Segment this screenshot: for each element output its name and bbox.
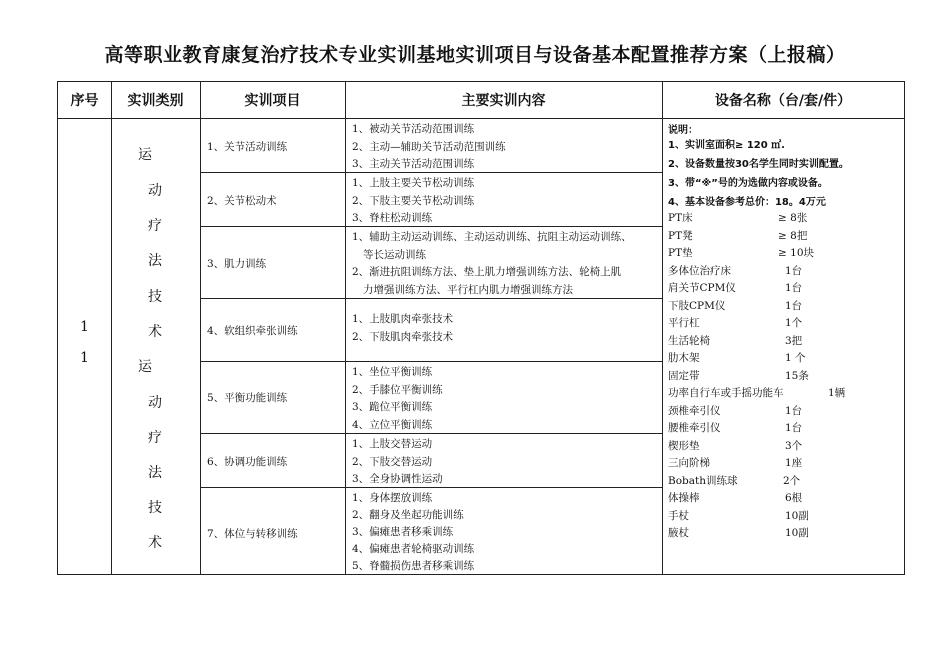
equipment-quantity: 1座 — [785, 457, 803, 469]
table-row — [200, 434, 662, 488]
sequence-digit: 1 — [80, 350, 89, 366]
content-line: 2、下肢交替运动 — [352, 455, 433, 468]
equipment-item — [668, 263, 906, 281]
content-line: 2、手膝位平衡训练 — [352, 383, 443, 396]
content-line: 等长运动训练 — [363, 248, 426, 261]
equipment-name: Bobath训练球 — [668, 474, 738, 487]
training-table — [57, 81, 905, 575]
equipment-item — [668, 280, 906, 298]
content-line: 1、上肢主要关节松动训练 — [352, 177, 475, 189]
equipment-quantity: 2个 — [783, 474, 801, 487]
category-char: 疗 — [148, 218, 162, 234]
content-line: 2、渐进抗阻训练方法、垫上肌力增强训练方法、轮椅上肌 — [352, 266, 622, 278]
table-row — [200, 119, 662, 173]
content-line: 2、下肢肌肉牵张技术 — [352, 330, 454, 343]
content-line: 2、下肢主要关节松动训练 — [352, 194, 475, 207]
equipment-item — [668, 420, 906, 438]
equipment-name: 手杖 — [668, 509, 689, 522]
project-name: 5、平衡功能训练 — [207, 392, 288, 404]
equipment-item — [668, 298, 906, 316]
grid-line — [111, 82, 112, 574]
table-row — [200, 173, 662, 227]
equipment-quantity: 1台 — [785, 422, 803, 434]
project-name: 7、体位与转移训练 — [207, 528, 298, 540]
equipment-item — [668, 210, 906, 228]
equipment-name: 颈椎牵引仪 — [668, 404, 721, 417]
content-line: 1、上肢交替运动 — [352, 438, 433, 450]
equipment-name: 三向阶梯 — [668, 457, 710, 469]
note-line: 4、基本设备参考总价：18。4万元 — [668, 197, 826, 208]
note-line: 说明： — [668, 125, 698, 136]
equipment-name: 腰椎牵引仪 — [668, 422, 721, 434]
header-equipment: 设备名称（台/套/件） — [662, 82, 904, 119]
category-char: 术 — [148, 324, 162, 340]
equipment-name: PT凳 — [668, 229, 693, 242]
equipment-name: 肋木架 — [668, 352, 700, 364]
content-cell — [352, 121, 657, 174]
equipment-name: 功率自行车或手摇功能车 — [668, 387, 784, 399]
header-content: 主要实训内容 — [345, 82, 662, 119]
content-line: 4、偏瘫患者轮椅驱动训练 — [352, 543, 475, 555]
equipment-name: 多体位治疗床 — [668, 264, 731, 277]
equipment-item — [668, 228, 906, 246]
equipment-name: 楔形垫 — [668, 439, 700, 452]
equipment-list — [668, 210, 906, 543]
equipment-item — [668, 508, 906, 526]
category-char: 技 — [148, 289, 162, 305]
equipment-item — [668, 245, 906, 263]
content-line: 1、上肢肌肉牵张技术 — [352, 313, 454, 325]
project-name: 2、关节松动术 — [207, 195, 277, 207]
category-char: 法 — [148, 465, 162, 481]
table-row — [200, 227, 662, 299]
table-row — [200, 488, 662, 574]
content-line: 1、身体摆放训练 — [352, 492, 433, 504]
equipment-item — [668, 490, 906, 508]
equipment-item — [668, 438, 906, 456]
category-char: 动 — [148, 183, 162, 199]
equipment-quantity: 6根 — [785, 492, 803, 504]
equipment-quantity: 3把 — [785, 334, 803, 347]
content-cell — [352, 229, 657, 299]
category-char: 疗 — [148, 430, 162, 446]
project-name: 1、关节活动训练 — [207, 141, 288, 153]
equipment-quantity: 10副 — [785, 527, 809, 539]
equipment-name: 下肢CPM仪 — [668, 299, 726, 312]
content-line: 1、被动关节活动范围训练 — [352, 123, 475, 135]
equipment-quantity: ≥ 8把 — [778, 229, 808, 242]
note-line: 3、带“※”号的为选做内容或设备。 — [668, 178, 828, 189]
equipment-quantity: 1台 — [785, 404, 803, 417]
equipment-quantity: 10副 — [785, 509, 809, 522]
note-line: 2、设备数量按30名学生同时实训配置。 — [668, 159, 849, 170]
category-char: 运 — [138, 359, 152, 375]
equipment-name: PT垫 — [668, 247, 693, 259]
header-project: 实训项目 — [200, 82, 345, 119]
equipment-quantity: 1辆 — [828, 387, 846, 399]
content-line: 3、偏瘫患者移乘训练 — [352, 526, 454, 538]
equipment-quantity: 1 个 — [785, 352, 806, 364]
category-char: 技 — [148, 500, 162, 516]
content-line: 4、立位平衡训练 — [352, 418, 433, 431]
note-line: 1、实训室面积≥ 120 ㎡. — [668, 140, 785, 151]
equipment-quantity: 1个 — [785, 317, 803, 329]
equipment-name: 固定带 — [668, 369, 700, 382]
category-char: 法 — [148, 253, 162, 269]
category-char: 动 — [148, 395, 162, 411]
content-cell — [352, 436, 657, 489]
equipment-item — [668, 333, 906, 351]
equipment-name: PT床 — [668, 212, 693, 224]
table-row — [200, 362, 662, 434]
equipment-item — [668, 385, 906, 403]
equipment-item — [668, 403, 906, 421]
equipment-notes — [668, 123, 906, 210]
equipment-quantity: 3个 — [785, 439, 803, 452]
header-category: 实训类别 — [111, 82, 200, 119]
content-line: 1、坐位平衡训练 — [352, 366, 433, 378]
content-line: 2、主动—辅助关节活动范围训练 — [352, 140, 506, 153]
equipment-name: 平行杠 — [668, 317, 700, 329]
content-cell — [352, 175, 657, 228]
content-cell — [352, 311, 657, 346]
equipment-name: 生活轮椅 — [668, 334, 710, 347]
content-line: 3、全身协调性运动 — [352, 473, 443, 485]
equipment-quantity: 1台 — [785, 282, 803, 294]
content-cell — [352, 490, 657, 575]
equipment-item — [668, 368, 906, 386]
project-name: 4、软组织牵张训练 — [207, 325, 298, 337]
equipment-name: 肩关节CPM仪 — [668, 282, 736, 294]
content-cell — [352, 364, 657, 434]
content-line: 1、辅助主动运动训练、主动运动训练、抗阻主动运动训练、 — [352, 231, 632, 243]
project-name: 3、肌力训练 — [207, 258, 267, 270]
document-title: 高等职业教育康复治疗技术专业实训基地实训项目与设备基本配置推荐方案（上报稿） — [104, 44, 846, 66]
content-line: 5、脊髓损伤患者移乘训练 — [352, 560, 475, 572]
equipment-cell — [662, 119, 906, 574]
content-line: 2、翻身及坐起功能训练 — [352, 509, 464, 521]
equipment-item — [668, 350, 906, 368]
project-name: 6、协调功能训练 — [207, 456, 288, 468]
content-line: 3、跪位平衡训练 — [352, 401, 433, 413]
content-line: 3、脊柱松动训练 — [352, 212, 433, 224]
content-line: 力增强训练方法、平行杠内肌力增强训练方法 — [363, 283, 573, 296]
table-row — [200, 299, 662, 362]
equipment-quantity: ≥ 10块 — [778, 247, 814, 259]
equipment-name: 体操棒 — [668, 492, 700, 504]
sequence-number — [58, 312, 111, 374]
equipment-item — [668, 473, 906, 491]
equipment-item — [668, 315, 906, 333]
equipment-name: 腋杖 — [668, 527, 689, 539]
equipment-quantity: 1台 — [785, 299, 803, 312]
equipment-quantity: 15条 — [785, 369, 809, 382]
equipment-quantity: 1台 — [785, 264, 803, 277]
header-seq: 序号 — [58, 82, 111, 119]
equipment-quantity: ≥ 8张 — [778, 212, 808, 224]
category-char: 运 — [138, 147, 152, 163]
content-line: 3、主动关节活动范围训练 — [352, 158, 475, 170]
equipment-item — [668, 455, 906, 473]
sequence-digit: 1 — [80, 319, 89, 335]
category-char: 术 — [148, 535, 162, 551]
equipment-item — [668, 525, 906, 543]
